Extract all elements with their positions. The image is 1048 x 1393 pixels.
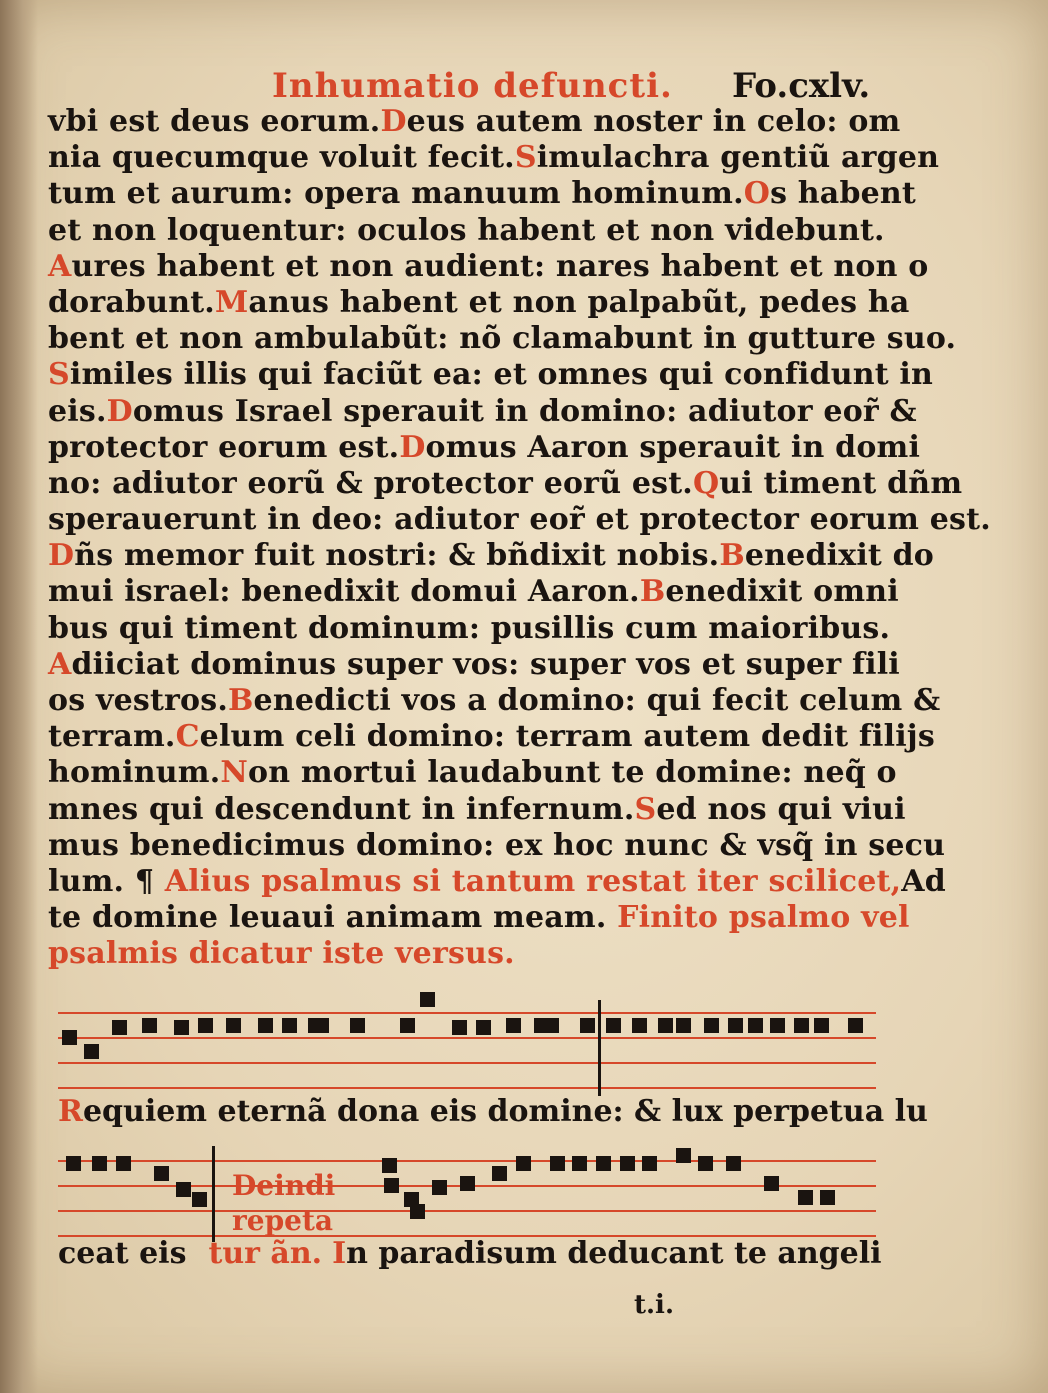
neume [728,1018,743,1033]
chant-lyric-1 [58,1094,928,1129]
neume [112,1020,127,1035]
neume [62,1030,77,1045]
binding-gutter [0,0,38,1393]
text-line [48,538,935,574]
music-staff-1 [58,1012,876,1088]
text-line [48,610,891,647]
lyric-text-1: equiem eternã dona eis domine: & lux perpetua lu [82,1094,928,1129]
neume [676,1148,691,1163]
rubric-text: M [214,284,249,320]
staff-line [58,1087,876,1089]
text-line [48,755,897,791]
text-run: ed nos qui viui [656,791,906,827]
rubric-text: D [399,429,426,465]
staff-line [58,1062,876,1064]
neume [572,1156,587,1171]
neume [726,1156,741,1171]
signature-mark: t.i. [634,1290,674,1320]
neume [492,1166,507,1181]
neume [506,1018,521,1033]
rubric-text: Q [692,465,720,501]
text-line [48,393,917,430]
neume [550,1156,565,1171]
neume [400,1018,415,1033]
text-run: elum celi domino: terram autem dedit filijs [199,719,935,755]
rubric-line-2: repeta [232,1204,334,1237]
rubric-text: psalmis dicatur iste versus. [48,936,515,972]
text-run: vbi est deus eorum. [48,104,381,139]
text-line [48,212,885,249]
rubric-text: D [48,538,75,574]
neume [384,1178,399,1193]
text-line [48,321,957,357]
neume [476,1020,491,1035]
text-line [48,646,900,683]
neume [432,1180,447,1195]
neume [698,1156,713,1171]
bar-line [598,1000,601,1096]
staff-line [58,1012,876,1014]
text-run: imulachra gentiũ argen [536,140,940,176]
text-run: te domine leuaui animam meam. [48,900,618,936]
psalm-text [48,104,991,973]
text-line [48,863,946,900]
rubric-text: O [743,176,771,212]
neume [620,1156,635,1171]
staff-line [58,1160,876,1162]
text-run: et non loquentur: oculos habent et non videbunt. [48,212,885,248]
neume [748,1018,763,1033]
text-run: mus benedicimus domino: ex hoc nunc & vsq̃ in secu [48,827,946,863]
rubric-text: B [639,574,666,610]
neume [382,1158,397,1173]
neume [84,1044,99,1059]
text-run: eus autem noster in celo: om [406,104,901,139]
rubric-text: B [719,538,745,574]
lyric-text-2b: n paradisum deducant te angeli [346,1236,882,1271]
text-run: diiciat dominus super vos: super vos et super fili [71,646,900,682]
text-run: ñs memor fuit nostri: & bñdixit nobis. [74,538,720,574]
rubric-text: Finito psalmo vel [617,900,910,936]
text-line [48,140,940,176]
neume [544,1018,559,1033]
text-run: dorabunt. [48,284,215,320]
text-run: sperauerunt in deo: adiutor eor̃ et protector eorum est. [48,502,991,538]
text-run: ui timent dñm [719,465,963,501]
text-line [48,357,934,393]
rubric-text: D [380,104,407,139]
neume [798,1190,813,1205]
text-run: eis. [48,393,107,429]
text-line [48,104,901,140]
neume [764,1176,779,1191]
neume [460,1176,475,1191]
lyric-initial-r: R [58,1094,83,1129]
rubric-line-1: Deindi [232,1169,336,1202]
text-run: no: adiutor eorũ & protector eorũ est. [48,465,693,501]
text-run: omus Israel sperauit in domino: adiutor eor̃ & [132,393,917,429]
rubric-text: N [220,755,248,791]
neume [410,1204,425,1219]
rubric-text: S [48,357,70,393]
neume [814,1018,829,1033]
neume [770,1018,785,1033]
rubric-text: B [227,683,254,718]
text-line [48,574,899,610]
neume [282,1018,297,1033]
neume [704,1018,719,1033]
rubric-line-3: tur ãn. [208,1236,323,1271]
text-run: lum. ¶ [48,863,165,899]
rubric-instruction [232,1168,352,1238]
text-run: tum et aurum: opera manuum hominum. [48,176,744,212]
text-run: protector eorum est. [48,429,400,465]
rubric-text: D [106,393,133,429]
text-run: terram. [48,719,176,755]
rubric-text: S [634,791,657,827]
neume [174,1020,189,1035]
text-run: enedixit do [744,538,935,574]
neume [452,1020,467,1035]
text-run: nia quecumque voluit fecit. [48,140,515,176]
music-staff-2 [58,1160,876,1236]
running-head: Inhumatio defuncti. [272,66,673,106]
text-run: s habent [770,176,916,212]
staff-line [58,1037,876,1039]
text-line [48,791,906,828]
bar-line [212,1146,215,1242]
neume [580,1018,595,1033]
neume [606,1018,621,1033]
text-run: mui israel: benedixit domui Aaron. [48,574,640,610]
text-line [48,827,946,864]
neume [516,1156,531,1171]
text-run: bus qui timent dominum: pusillis cum maioribus. [48,610,891,646]
neume [176,1182,191,1197]
text-run: bent et non ambulabũt: nõ clamabunt in gutture suo. [48,321,957,357]
text-run: Ad [901,863,946,899]
neume [314,1018,329,1033]
text-run: imiles illis qui faciũt ea: et omnes qui confidunt in [69,357,934,393]
neume [192,1192,207,1207]
rubric-text: S [514,140,537,176]
neume [632,1018,647,1033]
text-line [48,248,929,285]
neume [116,1156,131,1171]
text-line [48,719,935,755]
neume [66,1156,81,1171]
neume [658,1018,673,1033]
lyric-initial-i: I [332,1236,347,1271]
text-line [48,683,941,719]
neume [142,1018,157,1033]
text-line [48,936,878,972]
neume [596,1156,611,1171]
neume [92,1156,107,1171]
text-line [48,502,991,538]
text-run: anus habent et non palpabũt, pedes ha [248,284,910,320]
neume [258,1018,273,1033]
text-line [48,284,910,321]
neume [794,1018,809,1033]
neume [350,1018,365,1033]
text-run: hominum. [48,755,221,791]
text-line [48,429,921,466]
rubric-text: A [48,248,72,284]
text-run: mnes qui descendunt in infernum. [48,791,635,827]
text-line [48,900,910,936]
staff-line [58,1210,876,1212]
neume [154,1166,169,1181]
lyric-text-2a: ceat eis [58,1236,187,1271]
text-run: enedixit omni [665,574,899,610]
rubric-text: A [48,646,72,682]
rubric-text: Alius psalmus si tantum restat iter scilicet, [164,863,902,899]
text-line [48,176,916,212]
neume [642,1156,657,1171]
rubric-text: C [175,719,200,755]
chant-lyric-2 [58,1236,881,1271]
neume [848,1018,863,1033]
neume [198,1018,213,1033]
text-run: enedicti vos a domino: qui fecit celum & [253,683,941,718]
text-run: ures habent et non audient: nares habent et non o [71,248,929,284]
neume [226,1018,241,1033]
neume [820,1190,835,1205]
text-line [48,465,963,502]
text-run: on mortui laudabunt te domine: neq̃ o [248,755,897,791]
neume [420,992,435,1007]
folio-number: Fo.cxlv. [732,66,871,106]
neume [676,1018,691,1033]
text-run: omus Aaron sperauit in domi [425,429,921,465]
text-run: os vestros. [48,683,228,718]
